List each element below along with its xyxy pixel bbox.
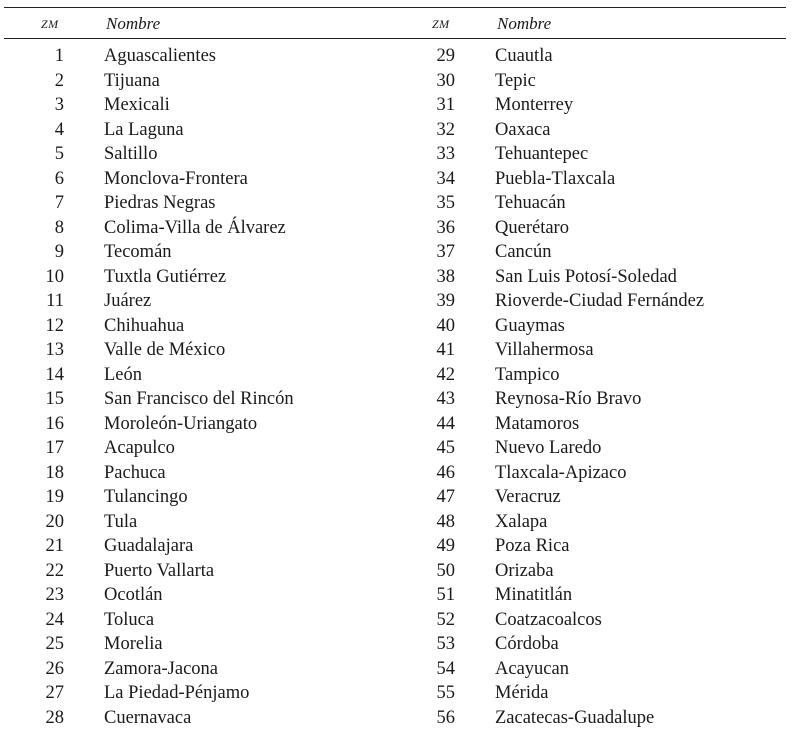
header-zm-left: ZM [41,17,59,31]
zm-number: 25 [45,634,64,654]
table-row [4,363,786,388]
zm-number: 40 [436,315,455,336]
zone-name: Coatzacoalcos [495,609,602,630]
table-row [4,632,786,657]
zone-name: Veracruz [495,487,561,507]
zone-name: Tampico [495,364,560,385]
zm-number: 48 [436,511,455,532]
zm-number: 4 [54,119,64,140]
zm-number: 35 [436,193,455,213]
zone-name: Ocotlán [104,585,163,605]
zm-number: 36 [436,217,455,238]
zm-number: 26 [45,658,64,679]
zone-name: Valle de México [104,340,226,360]
zm-number: 33 [436,144,455,164]
zone-name: Tehuacán [495,193,566,213]
zm-number: 41 [436,340,455,360]
zm-number: 13 [45,340,64,360]
zm-number: 46 [436,462,455,483]
table-row [4,485,786,510]
zm-number: 28 [45,707,64,728]
table-row [4,608,786,633]
table-row [4,289,786,314]
table-row [4,534,786,559]
zm-number: 24 [45,609,64,630]
table-row [4,314,786,339]
table-row [4,265,786,290]
zm-number: 3 [54,95,64,115]
zone-name: Tehuantepec [495,144,589,164]
zone-name: Puebla-Tlaxcala [495,168,616,189]
zone-name: Pachuca [104,462,166,483]
zone-name: León [104,364,143,385]
zone-name: Mexicali [104,95,170,115]
zone-name: Córdoba [495,634,559,654]
zone-name: Guadalajara [104,536,194,556]
metro-zones-table [4,0,786,732]
zone-name: Xalapa [495,511,548,532]
zone-name: Poza Rica [495,536,570,556]
zm-number: 29 [436,46,455,66]
table-row [4,510,786,535]
zone-name: San Francisco del Rincón [104,389,294,409]
zm-number: 2 [54,70,64,91]
zm-number: 30 [436,70,455,91]
zm-number: 51 [436,585,455,605]
zone-name: Saltillo [104,144,158,164]
zone-name: Tecomán [104,242,172,262]
table-row [4,559,786,584]
zone-name: Juárez [104,291,152,311]
zm-number: 18 [45,462,64,483]
zm-number: 47 [436,487,455,507]
zm-number: 17 [45,438,64,458]
zone-name: Aguascalientes [104,46,216,66]
zone-name: Zacatecas-Guadalupe [495,707,655,728]
zm-number: 31 [436,95,455,115]
zm-number: 19 [45,487,64,507]
zm-number: 52 [436,609,455,630]
zone-name: Minatitlán [495,585,573,605]
zm-number: 56 [436,707,455,728]
zm-number: 49 [436,536,455,556]
table-row [4,118,786,143]
table-row [4,657,786,682]
zone-name: San Luis Potosí-Soledad [495,266,677,287]
zm-number: 15 [45,389,64,409]
header-name-right: Nombre [497,14,552,33]
zone-name: Tulancingo [104,487,188,507]
table-row [4,240,786,265]
zm-number: 1 [54,46,64,66]
zone-name: Mérida [495,683,549,703]
zone-name: Monclova-Frontera [104,168,248,189]
zm-number: 50 [436,560,455,581]
zm-number: 6 [54,168,64,189]
zone-name: Toluca [104,609,155,630]
zm-number: 37 [436,242,455,262]
table-row [4,142,786,167]
zone-name: Orizaba [495,560,554,581]
zone-name: Matamoros [495,413,580,434]
zm-number: 5 [54,144,64,164]
zm-number: 38 [436,266,455,287]
zm-number: 53 [436,634,455,654]
table-row [4,216,786,241]
zone-name: Tepic [495,70,536,91]
zone-name: Cuautla [495,46,553,66]
table-row [4,412,786,437]
table-row [4,706,786,731]
zone-name: Tuxtla Gutiérrez [104,266,227,287]
zone-name: Colima-Villa de Álvarez [104,217,286,238]
zm-number: 7 [54,193,64,213]
table-row [4,69,786,94]
zm-number: 16 [45,413,64,434]
zm-number: 45 [436,438,455,458]
header-zm-right: ZM [432,17,450,31]
zm-number: 12 [45,315,64,336]
zm-number: 10 [45,266,64,287]
table-top-rule [4,7,786,8]
zone-name: Moroleón-Uriangato [104,413,258,434]
zone-name: Rioverde-Ciudad Fernández [495,291,705,311]
table-row [4,461,786,486]
zm-number: 21 [45,536,64,556]
table-row [4,167,786,192]
zone-name: Nuevo Laredo [495,438,602,458]
header-name-left: Nombre [106,14,161,33]
zm-number: 27 [45,683,64,703]
zone-name: Acayucan [495,658,569,679]
zone-name: Reynosa-Río Bravo [495,389,642,409]
zone-name: Zamora-Jacona [104,658,219,679]
zm-number: 23 [45,585,64,605]
zone-name: Acapulco [104,438,175,458]
zm-number: 54 [436,658,455,679]
zm-number: 9 [54,242,64,262]
header-bottom-rule [4,38,786,39]
zone-name: Cancún [495,242,552,262]
table-row [4,44,786,69]
table-row [4,681,786,706]
table-row [4,93,786,118]
zm-number: 22 [45,560,64,581]
zone-name: Monterrey [495,95,574,115]
zone-name: La Piedad-Pénjamo [104,683,250,703]
zone-name: Cuernavaca [104,707,192,728]
zm-number: 39 [436,291,455,311]
zm-number: 44 [436,413,455,434]
zm-number: 14 [45,364,64,385]
zm-number: 34 [436,168,455,189]
zm-number: 11 [46,291,64,311]
zone-name: Querétaro [495,217,569,238]
table-row [4,583,786,608]
zone-name: Chihuahua [104,315,185,336]
zm-number: 43 [436,389,455,409]
zone-name: La Laguna [104,119,184,140]
zone-name: Morelia [104,634,163,654]
zm-number: 32 [436,119,455,140]
zone-name: Puerto Vallarta [104,560,215,581]
zone-name: Oaxaca [495,119,551,140]
table-row [4,191,786,216]
zone-name: Piedras Negras [104,193,216,213]
zm-number: 20 [45,511,64,532]
zm-number: 42 [436,364,455,385]
table-row [4,387,786,412]
zone-name: Tlaxcala-Apizaco [495,462,627,483]
zm-number: 8 [54,217,64,238]
zone-name: Guaymas [495,315,565,336]
zm-number: 55 [436,683,455,703]
zone-name: Tijuana [104,70,160,91]
table-row [4,338,786,363]
zone-name: Villahermosa [495,340,594,360]
zone-name: Tula [104,511,138,532]
table-row [4,436,786,461]
